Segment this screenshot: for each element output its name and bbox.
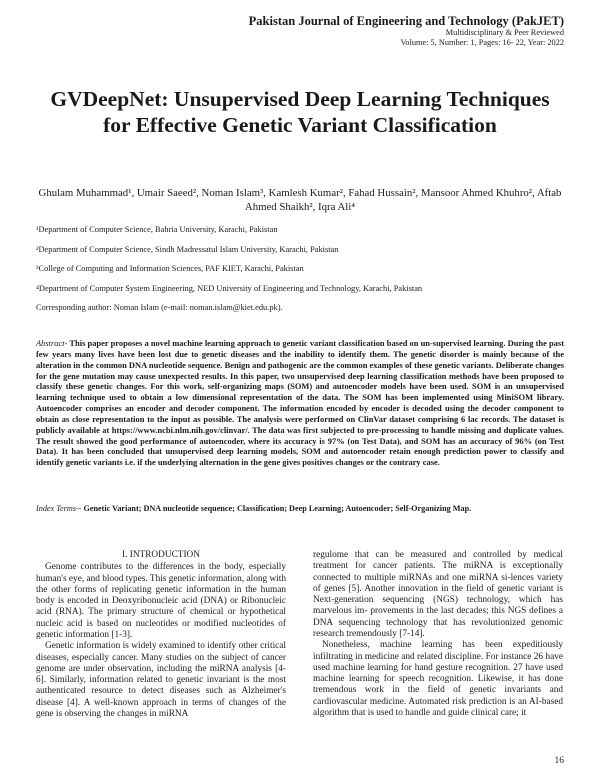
affiliation-2: ²Department of Computer Science, Sindh Madressatul Islam University, Karachi, Pakistan (36, 244, 339, 254)
intro-paragraph-3: regulome that can be measured and controlled by medical treatment for cancer patients. The miRNA is exceptionally connected to multiple miRNAs and one miRNA si-lences variety of genes [5]. Another innovation in the field of genetic variant is Next-generation sequencing (NGS) technology, which has marvelous im- provements in the last decades; this NGS defines a DNA sequencing technology that has revolutionized genomic research tremendously [7-14]. (313, 550, 563, 639)
affiliation-1: ¹Department of Computer Science, Bahria University, Karachi, Pakistan (36, 225, 278, 234)
section-heading-introduction: I. INTRODUCTION (122, 550, 200, 560)
corresponding-author: Corresponding author: Noman Islam (e-mail: noman.islam@kiet.edu.pk). (36, 303, 283, 312)
affiliation-4: ⁴Department of Computer System Engineering, NED University of Engineering and Technology, Karachi, Pakistan (36, 283, 423, 293)
intro-paragraph-2: Genetic information is widely examined to identify other critical diseases, especially cancer. Many studies on the subject of cancer genome are under observation, including the miRNA analysis [4-6]. Similarly, information related to genetic invariant is the most authenticated resource to detect diseases such as Alzheimer's disease [4]. A well-known approach in terms of changes of the gene is observing the changes in miRNA (36, 641, 286, 719)
author-list: Ghulam Muhammad¹, Umair Saeed², Noman Islam³, Kamlesh Kumar², Fahad Hussain², Mansoor Ahmed Khuhro², Aftab Ahmed Shaikh², Iqra Ali⁴ (38, 187, 562, 214)
right-column (313, 550, 563, 719)
journal-name: Pakistan Journal of Engineering and Technology (PakJET) (248, 14, 564, 28)
page-number: 16 (554, 756, 564, 766)
index-terms-text: Genetic Variant; DNA nucleotide sequence; Classification; Deep Learning; Autoencoder; Self-Organizing Map. (81, 504, 472, 513)
index-terms (36, 504, 564, 513)
paper-title: GVDeepNet: Unsupervised Deep Learning Techniques for Effective Genetic Variant Classification (50, 87, 550, 138)
intro-paragraph-1: Genome contributes to the differences in the body, especially human's eye, and blood types. This genetic information, along with the other forms of replicating genetic information in the human body is encoded in Deoxyribonucleic acid (DNA) or Ribonucleic acid (RNA). The primary structure of chemical or hypothetical nucleic acid is based on nucleotides or modified nucleotides of genetic information [1-3]. (36, 562, 286, 640)
journal-volume: Volume: 5, Number: 1, Pages: 16- 22, Year: 2022 (400, 37, 564, 47)
abstract-label: Abstract- (36, 338, 68, 348)
intro-paragraph-4: Nonetheless, machine learning has been expeditiously infiltrating in medicine and related discipline. For instance 26 have used machine learning for hand gesture recognition. 27 have used machine learning for speech recognition. Likewise, it has done tremendous work in the field of genetic invariants and cardiovascular medicine. Automated risk prediction is an AI-based algorithm that is used to handle and guide clinical care; it (313, 640, 563, 718)
abstract (36, 338, 564, 468)
abstract-text: This paper proposes a novel machine learning approach to genetic variant classification based on un-supervised learning. During the past few years many lives have been lost due to genetic diseases and the inability to identify them. The genetic disorder is mainly because of the alteration in the common DNA nucleotide sequence. Benign and pathogenic are the common examples of these genetic variants. Deliberate changes for the gene mutation may cause unexpected results. In this paper, two unsupervised deep learning classification methods have been proposed to classify these genetic changes. For this work, self-organizing maps (SOM) and autoencoder models have been used. SOM is an unsupervised learning technique used to obtain a low dimensional representation of the data. The SOM has been implemented using MiniSOM library. Autoencoder comprises an encoder and decoder component. The information encoded by encoder is decoded using the decoder component to obtain as close representation to the input as possible. The analysis were performed on ClinVar dataset comprising 6 lac records. The dataset is publicly available at https://www.ncbi.nlm.nih.gov/clinvar/. The data was first subjected to pre-processing to handle missing and duplicate values. The result showed the good performance of autoencoder, where its accuracy is 97% (on Test Data), and SOM has an accuracy of 96% (on Test Data). It has been concluded that unsupervised deep learning models, SOM and autoencoder retain enough prediction power to classify and identify genetic variants i.e. if the underlying alternation in the gene gives positives changes or the contrary case. (36, 338, 564, 468)
journal-header (249, 14, 564, 47)
affiliation-3: ³College of Computing and Information Sciences, PAF KIET, Karachi, Pakistan (36, 264, 304, 273)
left-column (36, 550, 286, 720)
index-terms-label: Index Terms-- (36, 504, 82, 513)
affiliations (36, 226, 564, 324)
journal-subtitle: Multidisciplinary & Peer Reviewed (445, 28, 564, 38)
